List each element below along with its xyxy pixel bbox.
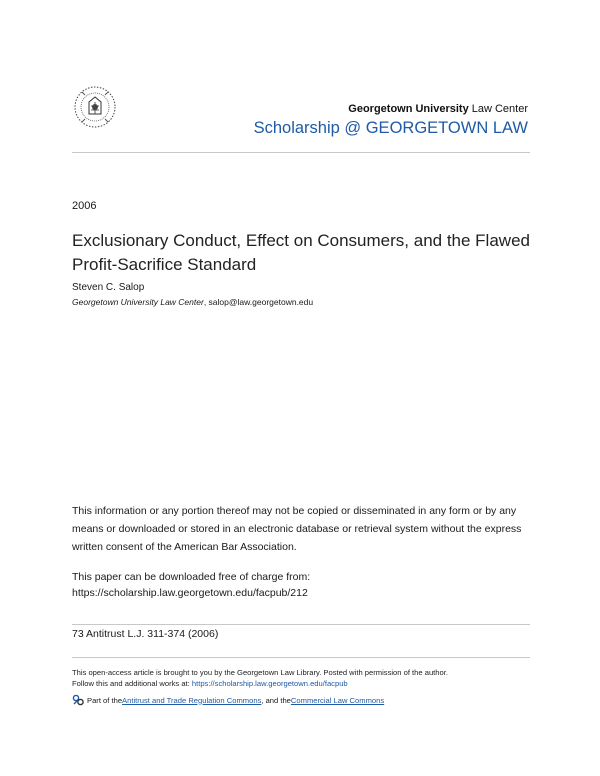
header-divider — [72, 152, 530, 153]
article-title: Exclusionary Conduct, Effect on Consumers, and the Flawed Profit-Sacrifice Standard — [72, 231, 530, 274]
rights-notice: This information or any portion thereof may not be copied or disseminated in any form or by any means or downloaded or stored in an electronic database or retrieval system without the express written consent of the American Bar Association. — [72, 505, 522, 553]
antitrust-commons-link[interactable]: Antitrust and Trade Regulation Commons — [122, 695, 262, 705]
commons-network-icon — [72, 694, 84, 706]
download-url[interactable]: https://scholarship.law.georgetown.edu/facpub/212 — [72, 587, 308, 599]
institution-name: Georgetown University Law Center — [348, 103, 528, 115]
author-affiliation: Georgetown University Law Center, salop@law.georgetown.edu — [72, 297, 314, 307]
citation: 73 Antitrust L.J. 311-374 (2006) — [72, 628, 219, 640]
publication-year: 2006 — [72, 200, 97, 212]
commercial-law-commons-link[interactable]: Commercial Law Commons — [290, 695, 385, 705]
collections-line: Part of the Antitrust and Trade Regulation Commons , and the Commercial Law Commons — [72, 694, 384, 706]
download-notice: This paper can be downloaded free of charge from: https://scholarship.law.georgetown.edu/facpub/212 — [72, 569, 534, 601]
university-seal-icon — [72, 82, 118, 132]
follow-url-link[interactable]: https://scholarship.law.georgetown.edu/facpub — [191, 679, 348, 688]
citation-divider — [72, 624, 530, 625]
open-access-statement: This open-access article is brought to you by the Georgetown Law Library. Posted with permission of the author. Follow this and additional works at: https://scholarship.law.georgetown.edu/facpub — [72, 668, 448, 688]
footer-divider — [72, 657, 530, 658]
repository-brand[interactable]: Scholarship @ GEORGETOWN LAW — [253, 119, 528, 137]
author-email[interactable]: salop@law.georgetown.edu — [208, 297, 314, 307]
author-name[interactable]: Steven C. Salop — [72, 282, 145, 293]
